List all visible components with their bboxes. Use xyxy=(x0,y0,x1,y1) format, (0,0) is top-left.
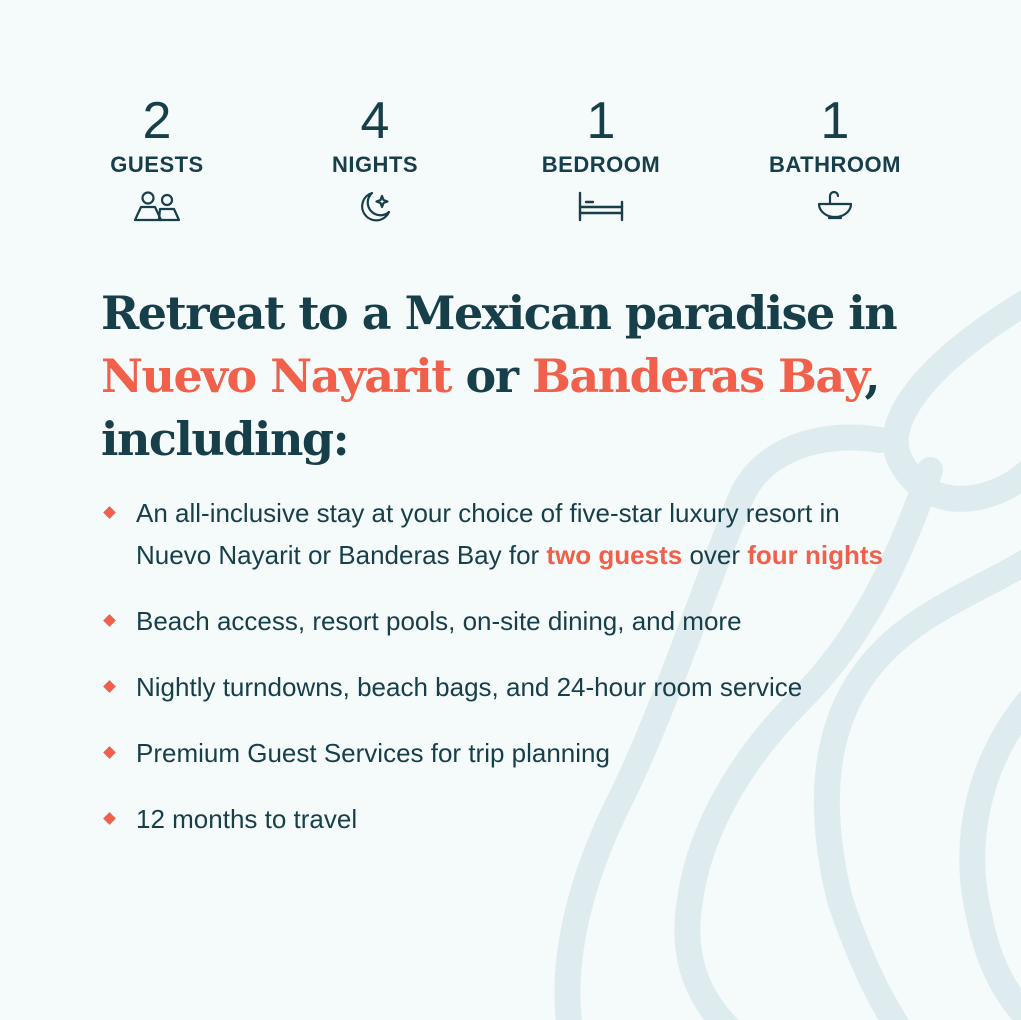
list-item xyxy=(101,666,911,708)
headline-text-end: , including: xyxy=(101,349,880,466)
feature-text: An all-inclusive stay at your choice of five-star luxury resort in Nuevo Nayarit or Banderas Bay for xyxy=(136,498,840,570)
highlight-two-guests: two guests xyxy=(546,540,683,570)
list-item xyxy=(101,732,911,774)
diamond-bullet-icon xyxy=(103,746,116,759)
headline-location-banderas-bay: Banderas Bay xyxy=(531,349,865,403)
headline-location-nuevo-nayarit: Nuevo Nayarit xyxy=(101,349,452,403)
feature-text: Beach access, resort pools, on-site dining, and more xyxy=(136,606,742,636)
stats-row xyxy=(0,92,1021,232)
highlight-four-nights: four nights xyxy=(747,540,884,570)
feature-text: 12 months to travel xyxy=(136,804,358,834)
moon-stars-icon xyxy=(357,190,393,224)
diamond-bullet-icon xyxy=(103,680,116,693)
stat-value: 1 xyxy=(820,92,850,150)
list-item xyxy=(101,492,911,576)
features-list xyxy=(101,492,911,864)
headline-text: Retreat to a Mexican paradise in xyxy=(101,286,897,340)
sink-icon xyxy=(816,190,854,222)
stat-bathroom xyxy=(735,92,935,222)
stat-label: BEDROOM xyxy=(541,152,661,177)
headline-connector: or xyxy=(451,349,532,403)
diamond-bullet-icon xyxy=(103,812,116,825)
feature-text: Premium Guest Services for trip planning xyxy=(136,738,610,768)
stat-bedroom xyxy=(501,92,701,222)
stat-label: NIGHTS xyxy=(331,152,419,177)
bed-icon xyxy=(577,190,625,222)
guests-icon xyxy=(132,190,182,222)
feature-text: over xyxy=(682,540,748,570)
stat-label: BATHROOM xyxy=(769,152,901,177)
diamond-bullet-icon xyxy=(103,506,116,519)
headline xyxy=(101,282,921,471)
stat-label: GUESTS xyxy=(110,152,204,177)
feature-text: Nightly turndowns, beach bags, and 24-hour room service xyxy=(136,672,803,702)
stat-value: 4 xyxy=(360,92,390,150)
list-item xyxy=(101,798,911,840)
stat-value: 1 xyxy=(586,92,616,150)
diamond-bullet-icon xyxy=(103,614,116,627)
stat-value: 2 xyxy=(142,92,172,150)
list-item xyxy=(101,600,911,642)
stat-guests xyxy=(57,92,257,222)
stat-nights xyxy=(275,92,475,224)
